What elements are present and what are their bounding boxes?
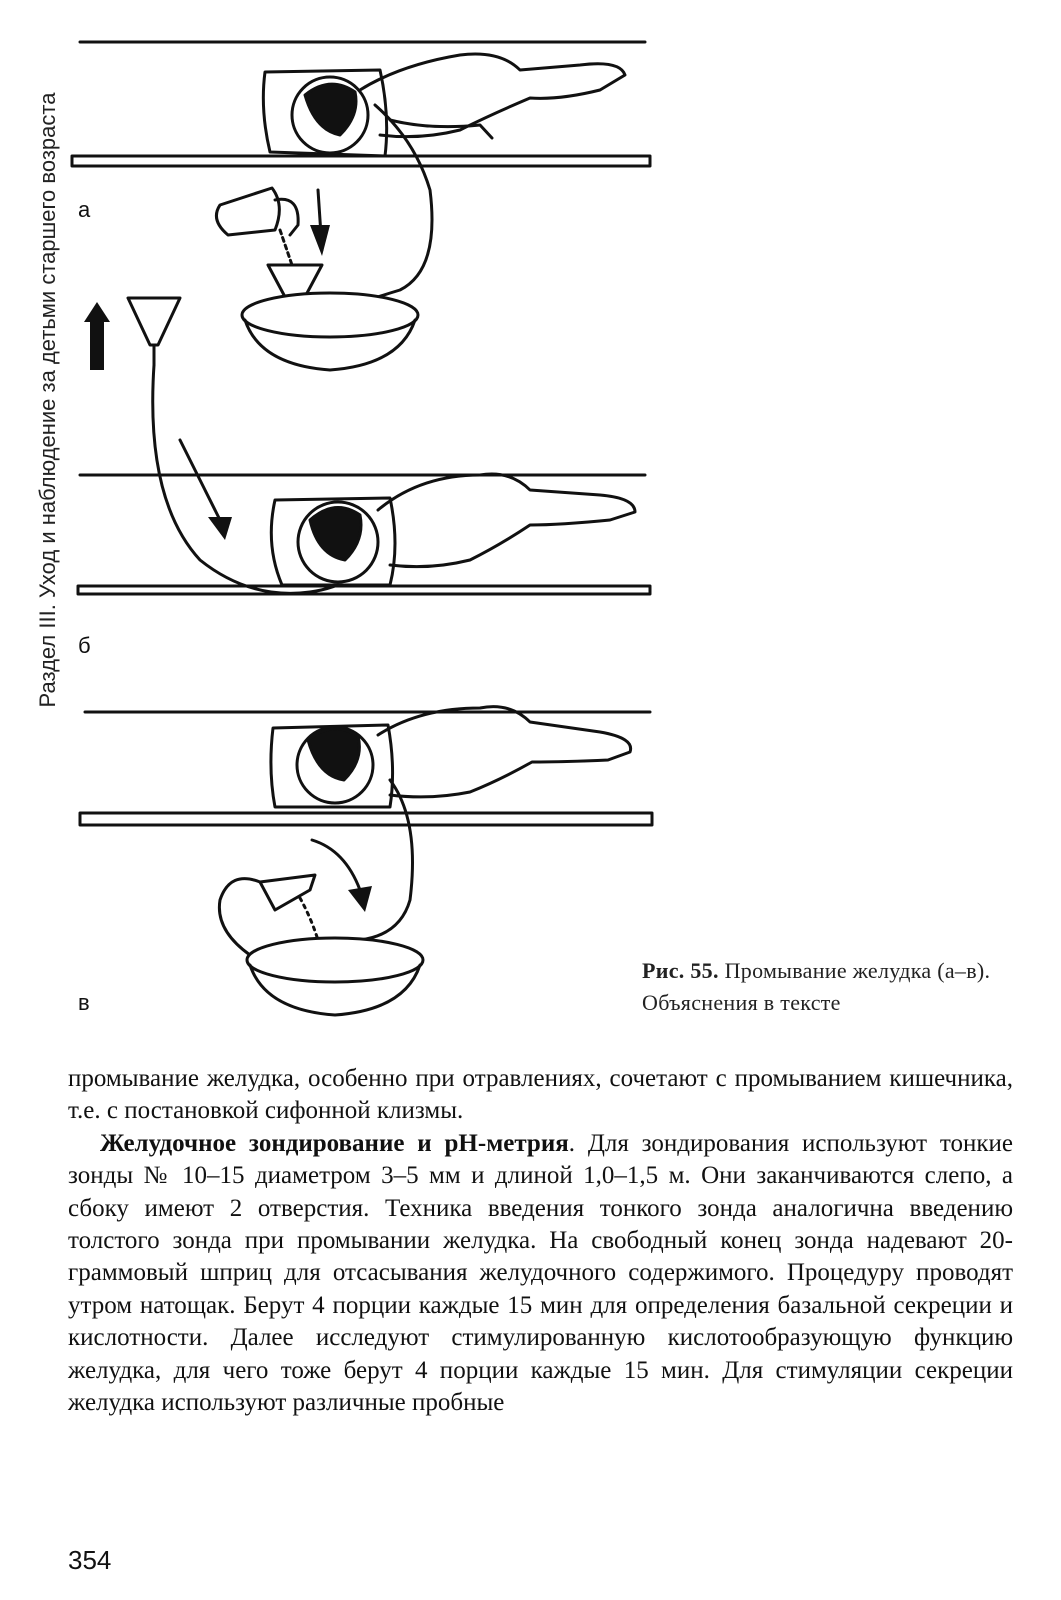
panel-label-c: в: [78, 990, 90, 1015]
panel-c-drawing: [80, 707, 652, 1015]
arrow-curved-icon: [348, 886, 372, 912]
running-head: Раздел III. Уход и наблюдение за детьми старшего возраста: [35, 92, 60, 708]
paragraph-2: [68, 1128, 1013, 1420]
section-heading: Желудочное зондирование и рН-метрия: [100, 1129, 569, 1157]
figure-caption: [642, 955, 1022, 1019]
paragraph-2-text: . Для зондирования используют тонкие зонды № 10–15 диаметром 3–5 мм и длиной 1,0–1,5 м. Они заканчиваются слепо, а сбоку имеют 2 отверстия. Техника введения тонкого зонда аналогична введению толстого зонда при промывании желудка. На свободный конец зонда надевают 20-граммовый шприц для отсасывания желудочного содержимого. Процедуру проводят утром натощак. Берут 4 порции каждые 15 мин для определения базальной секреции и кислотности. Далее исследуют стимулированную кислотообразующую функцию желудка, для чего тоже берут 4 порции каждые 15 мин. Для стимуляции секреции желудка используют различные пробные: [68, 1129, 1013, 1417]
figure-caption-label: Рис. 55.: [642, 958, 719, 983]
page-number: 354: [68, 1545, 112, 1575]
body-text: [68, 1063, 1013, 1419]
panel-b-drawing: [78, 298, 650, 594]
figure-caption-text: Промывание желудка (а–в). Объяснения в тексте: [642, 958, 991, 1015]
gastric-lavage-illustration: [60, 20, 660, 1020]
paragraph-1: промывание желудка, особенно при отравлениях, сочетают с промыванием кишечника, т.е. с постановкой сифонной клизмы.: [68, 1065, 1013, 1125]
panel-label-b: б: [78, 633, 91, 658]
arrow-motion-icon: [208, 517, 232, 540]
arrow-down-icon: [310, 225, 330, 256]
panel-label-a: а: [78, 197, 91, 222]
arrow-up-icon: [90, 320, 104, 370]
